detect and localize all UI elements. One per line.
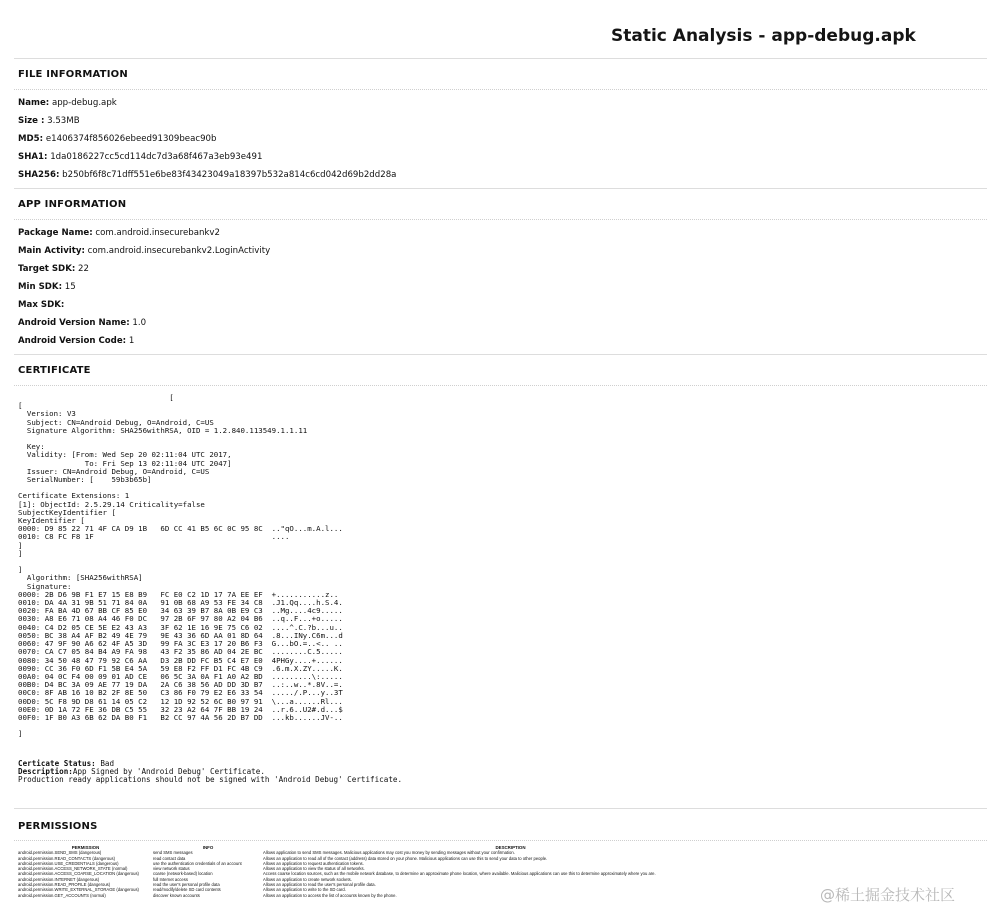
watermark: @稀土掘金技术社区: [820, 886, 956, 904]
page-title: Static Analysis - app-debug.apk: [611, 26, 916, 46]
column-header-description: DESCRIPTION: [495, 845, 526, 850]
permission-cell: android.permission.READ_CONTACTS (dangerous): [18, 855, 115, 861]
description-cell: Allows an application to write to the SD card.: [263, 887, 346, 893]
info-cell: read the user's personal profile data: [153, 882, 220, 888]
info-cell: discover known accounts: [153, 892, 200, 898]
md5-field: MD5: e1406374f856026ebeed91309beac90b: [18, 134, 217, 144]
table-row: [18, 871, 758, 876]
divider: [14, 840, 987, 841]
max-sdk-field: Max SDK:: [18, 300, 65, 310]
divider: [14, 385, 987, 386]
description-cell: Allows an application to access the list of accounts known by the phone.: [263, 892, 397, 898]
info-cell: use the authentication credentials of an account: [153, 860, 242, 866]
divider: [14, 89, 987, 90]
description-cell: Allows an application to read the user's personal profile data.: [263, 882, 376, 888]
column-header-info: INFO: [202, 845, 214, 850]
target-sdk-field: Target SDK: 22: [18, 264, 89, 274]
permissions-heading: PERMISSIONS: [18, 821, 98, 832]
permission-cell: android.permission.SEND_SMS (dangerous): [18, 850, 102, 856]
sha1-field: SHA1: 1da0186227cc5cd114dc7d3a68f467a3eb93e491: [18, 152, 263, 162]
certificate-heading: CERTIFICATE: [18, 365, 91, 376]
divider: [14, 58, 987, 59]
file-name-field: Name: app-debug.apk: [18, 98, 117, 108]
info-cell: send SMS messages: [153, 850, 193, 856]
description-cell: Access coarse location sources, such as the mobile network database, to determine an approximate phone location, where available. Malicious applications can use this to determine approximately where you are.: [263, 871, 656, 877]
main-activity-field: Main Activity: com.android.insecurebankv2.LoginActivity: [18, 246, 271, 256]
permission-cell: android.permission.INTERNET (dangerous): [18, 876, 100, 882]
info-cell: view network status: [153, 866, 190, 872]
info-cell: full Internet access: [153, 876, 188, 882]
table-row: [18, 893, 758, 898]
description-cell: Allows application to send SMS messages. Malicious applications may cost you money by sending messages without your confirmation.: [263, 850, 515, 856]
column-header-permission: PERMISSION: [71, 845, 100, 850]
description-cell: Allows an application to request authentication tokens.: [263, 860, 364, 866]
divider: [14, 188, 987, 189]
divider: [14, 354, 987, 355]
permission-cell: android.permission.GET_ACCOUNTS (normal): [18, 892, 106, 898]
version-name-field: Android Version Name: 1.0: [18, 318, 147, 328]
divider: [14, 219, 987, 220]
version-code-field: Android Version Code: 1: [18, 336, 135, 346]
divider: [14, 808, 987, 809]
permissions-table: [18, 845, 758, 898]
permissions-table-body: [18, 850, 758, 898]
permission-cell: android.permission.USE_CREDENTIALS (dangerous): [18, 860, 119, 866]
min-sdk-field: Min SDK: 15: [18, 282, 76, 292]
description-cell: Allows an application to view the status of all networks.: [263, 866, 365, 872]
description-cell: Allows an application to create network sockets.: [263, 876, 352, 882]
permission-cell: android.permission.WRITE_EXTERNAL_STORAGE (dangerous): [18, 887, 139, 893]
certificate-details: [ [ Version: V3 Subject: CN=Android Debug, O=Android, C=US Signature Algorithm: SHA256withRSA, OID = 1.2.840.113549.1.1.11 Key: Validity: [From: Wed Sep 20 02:11:04 UTC 2017, To: Fri Sep 13 02:11:04 UTC 2047] Issuer: CN=Android Debug, O=Android, C=US SerialNumber: [ 59b3b65b] Certificate Extensions: 1 [1]: ObjectId: 2.5.29.14 Criticality=false SubjectKeyIdentifier [ KeyIdentifier [ 0000: D9 85 22 71 4F CA D9 1B 6D CC 41 B5 6C 0C 95 8C .."qO...m.A.l... 0010: C8 FC F8 1F .... ] ] ] Algorithm: [SHA256withRSA] Signature: 0000: 2B D6 9B F1 E7 15 E8 B9 FC E0 C2 1D 17 7A EE EF +...........z.. 0010: DA 4A 31 9B 51 71 84 0A 91 0B 68 A9 53 FE 34 C8 .J1.Qq....h.S.4. 0020: FA BA 4D 67 BB CF 85 E0 34 63 39 B7 8A 0B E9 C3 ..Mg....4c9..... 0030: A8 E6 71 08 A4 46 F0 DC 97 2B 6F 97 80 A2 04 B6 ..q..F...+o..... 0040: C4 D2 05 CE 5E E2 43 A3 3F 62 1E 16 9E 75 C6 02 ....^.C.?b...u.. 0050: BC 38 A4 AF B2 49 4E 79 9E 43 36 6D AA 01 8D 64 .8...INy.C6m...d 0060: 47 9F 90 A6 62 4F A5 3D 99 FA 3C E3 17 20 B6 F3 G...bO.=..<.. .. 0070: CA C7 05 84 B4 A9 FA 98 43 F2 35 86 AD 04 2E BC ........C.5..... 0080: 34 50 48 47 79 92 C6 AA D3 2B DD FC B5 C4 E7 E0 4PHGy....+...... 0090: CC 36 F0 6D F1 5B E4 5A 59 E8 F2 FF D1 FC 4B C9 .6.m.X.ZY.....K. 00A0: 04 0C F4 00 09 01 AD CE 06 5C 3A 0A F1 A0 A2 BD .........\:..... 00B0: D4 BC 3A 09 AE 77 19 DA 2A C6 38 56 AD DD 3D B7 ..:..w..*.8V..=. 00C0: 8F AB 16 10 B2 2F 8E 50 C3 86 F0 79 E2 E6 33 54 ...../.P...y..3T 00D0: 5C F8 9D D8 61 14 05 C2 12 1D 92 52 6C B0 97 91 \...a......Rl... 00E0: 0D 1A 72 FE 36 DB C5 55 32 23 A2 64 7F BB 19 24 ..r.6..U2#.d...$ 00F0: 1F B0 A3 6B 62 DA B0 F1 B2 CC 97 4A 56 2D B7 DD ...kb......JV-.. ]: [18, 393, 343, 739]
file-size-field: Size : 3.53MB: [18, 116, 80, 126]
info-cell: coarse (network-based) location: [153, 871, 213, 877]
info-cell: read contact data: [153, 855, 186, 861]
description-cell: Allows an application to read all of the contact (address) data stored on your phone. Malicious applications can use this to send your data to other people.: [263, 855, 548, 861]
sha256-field: SHA256: b250bf6f8c71dff551e6be83f43423049a18397b532a814c6cd042d69b2dd28a: [18, 170, 397, 180]
app-information-heading: APP INFORMATION: [18, 199, 127, 210]
permission-cell: android.permission.READ_PROFILE (dangerous): [18, 882, 111, 888]
permission-cell: android.permission.ACCESS_NETWORK_STATE (normal): [18, 866, 128, 872]
permission-cell: android.permission.ACCESS_COARSE_LOCATION (dangerous): [18, 871, 139, 877]
file-information-heading: FILE INFORMATION: [18, 69, 128, 80]
certificate-status: Certicate Status: Bad Description:App Signed by 'Android Debug' Certificate. Production ready applications should not be signed with 'Android Debug' Certificate.: [18, 759, 403, 785]
package-name-field: Package Name: com.android.insecurebankv2: [18, 228, 220, 238]
info-cell: read/modify/delete SD card contents: [153, 887, 221, 893]
